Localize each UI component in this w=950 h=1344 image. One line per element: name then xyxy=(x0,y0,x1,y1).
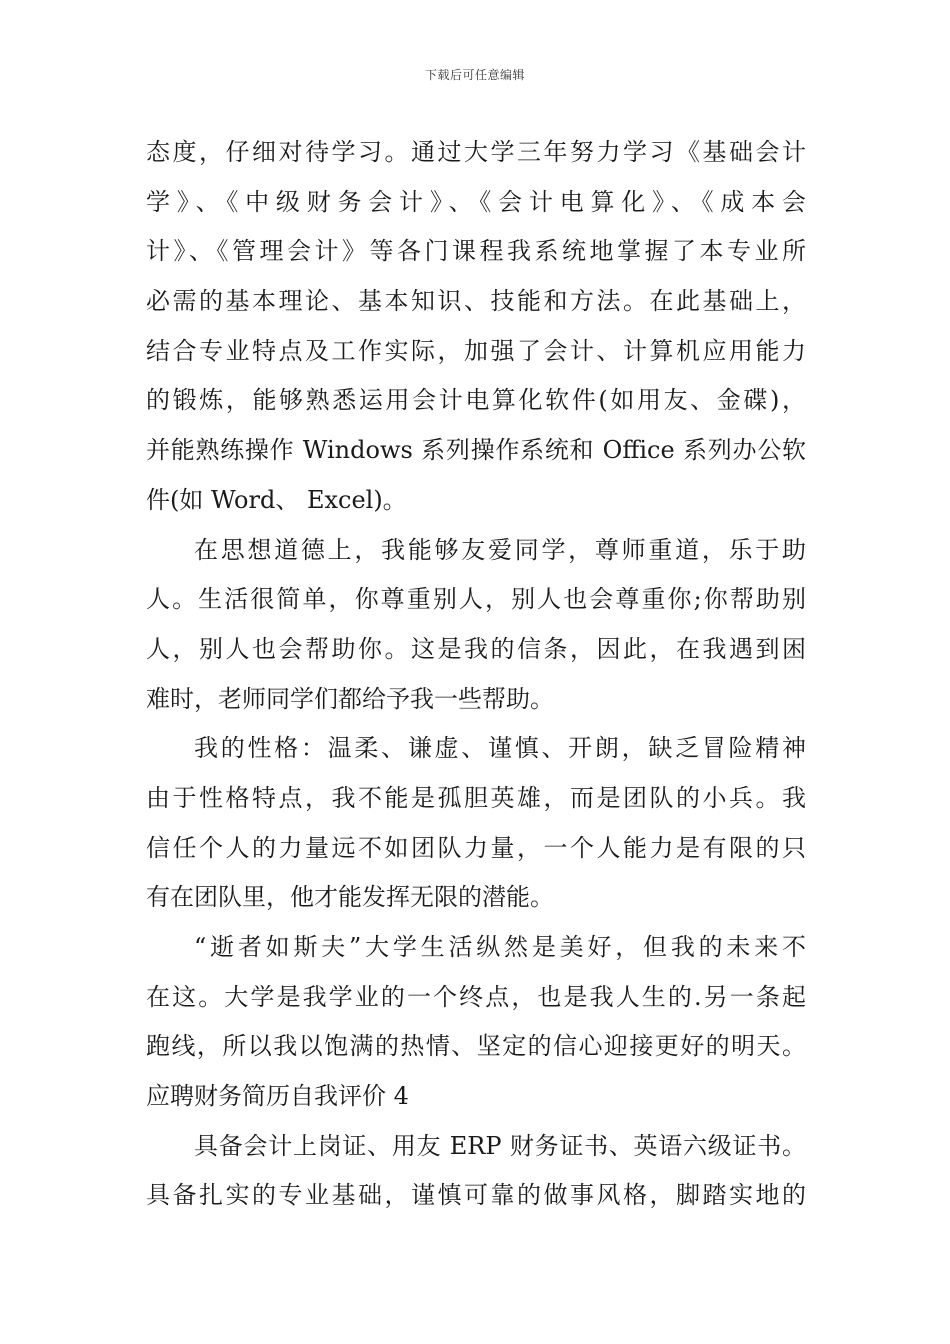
text-line: 件(如 Word、 Excel)。 xyxy=(146,485,407,514)
text-line: 我的性格：温柔、谦虚、谨慎、开朗，缺乏冒险精神 xyxy=(194,734,806,763)
text-line: 的锻炼，能够熟悉运用会计电算化软件(如用友、金碟)， xyxy=(146,386,806,415)
text-line: 由于性格特点，我不能是孤胆英雄，而是团队的小兵。我 xyxy=(146,783,806,812)
text-line: 态度，仔细对待学习。通过大学三年努力学习《基础会计 xyxy=(146,138,806,166)
text-line: 并能熟练操作 Windows 系列操作系统和 Office 系列办公软 xyxy=(146,436,806,465)
text-line: 计》、《管理会计》等各门课程我系统地掌握了本专业所 xyxy=(146,237,806,266)
text-line: 必需的基本理论、基本知识、技能和方法。在此基础上， xyxy=(146,287,806,316)
text-line: 在这。大学是我学业的一个终点，也是我人生的.另一条起 xyxy=(146,982,806,1011)
text-line: 学》、《中级财务会计》、《会计电算化》、《成本会 xyxy=(146,187,806,216)
text-line: 结合专业特点及工作实际，加强了会计、计算机应用能力 xyxy=(146,336,806,365)
text-line: “逝者如斯夫”大学生活纵然是美好，但我的未来不 xyxy=(194,933,806,961)
text-line: 信任个人的力量远不如团队力量，一个人能力是有限的只 xyxy=(146,833,806,862)
text-line: 跑线，所以我以饱满的热情、坚定的信心迎接更好的明天。 xyxy=(146,1032,806,1061)
text-line: 有在团队里，他才能发挥无限的潜能。 xyxy=(146,883,554,912)
text-line: 人。生活很简单，你尊重别人，别人也会尊重你;你帮助别 xyxy=(146,585,806,614)
text-line: 难时，老师同学们都给予我一些帮助。 xyxy=(146,684,554,713)
page-header: 下载后可任意编辑 xyxy=(424,68,525,82)
text-line: 应聘财务简历自我评价 4 xyxy=(146,1082,409,1111)
document-body xyxy=(146,128,806,1221)
text-line: 具备会计上岗证、用友 ERP 财务证书、英语六级证书。 xyxy=(194,1131,806,1160)
text-line: 人，别人也会帮助你。这是我的信条，因此，在我遇到困 xyxy=(146,634,806,663)
text-line: 具备扎实的专业基础，谨慎可靠的做事风格，脚踏实地的 xyxy=(146,1181,806,1210)
text-line: 在思想道德上，我能够友爱同学，尊师重道，乐于助 xyxy=(194,535,806,564)
